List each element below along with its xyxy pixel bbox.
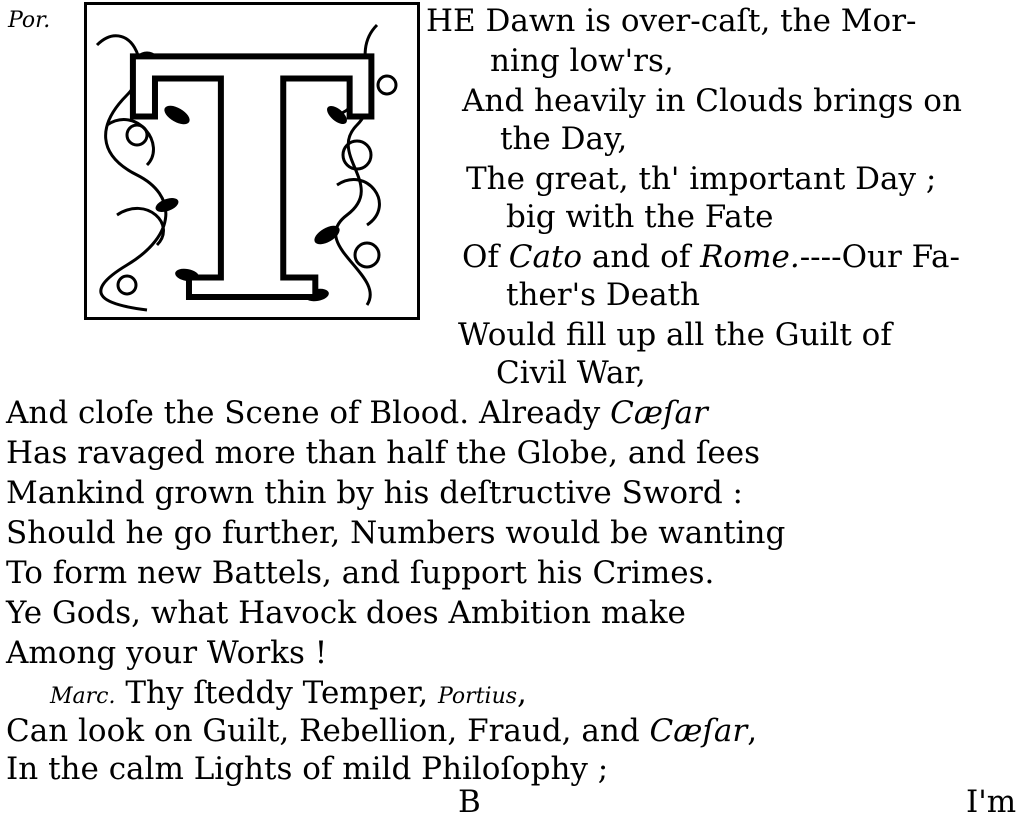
caesar-line bbox=[6, 394, 708, 432]
marc-line-text: Thy ſteddy Temper, bbox=[115, 675, 439, 711]
cato-line-post: ----Our Fa- bbox=[799, 239, 961, 275]
cato-line bbox=[462, 238, 960, 276]
verse-line-5: Ye Gods, what Havock does Ambition make bbox=[6, 595, 686, 631]
marc-line bbox=[50, 674, 527, 716]
guilt-line bbox=[6, 712, 757, 750]
line-beside-cap-4: The great, th' important Day ; bbox=[466, 161, 937, 197]
guilt-line-post: , bbox=[747, 713, 758, 749]
line-beside-cap-5: big with the Fate bbox=[506, 199, 774, 235]
verse-line-1: Has ravaged more than half the Globe, and ſees bbox=[6, 435, 761, 471]
line-beside-cap-2: And heavily in Clouds brings on bbox=[462, 83, 962, 119]
drop-cap-ornament bbox=[84, 2, 420, 320]
name-portius: Portius bbox=[438, 684, 518, 709]
drop-cap-letter: T bbox=[129, 5, 375, 317]
guilt-line-pre: Can look on Guilt, Rebellion, Fraud, and bbox=[6, 713, 650, 749]
verse-line-2: Mankind grown thin by his deſtructive Sword : bbox=[6, 475, 743, 511]
verse-line-6: Among your Works ! bbox=[6, 635, 328, 671]
speaker-label: Por. bbox=[8, 8, 51, 33]
line-after-cato-3: Civil War, bbox=[496, 355, 646, 391]
line-after-cato-1: ther's Death bbox=[506, 277, 700, 313]
marc-line-post: , bbox=[517, 675, 527, 711]
cato-line-pre: Of bbox=[462, 239, 509, 275]
name-caesar: Cæſar bbox=[610, 395, 708, 431]
verse-line-3: Should he go further, Numbers would be wanting bbox=[6, 515, 786, 551]
speaker-marc: Marc. bbox=[50, 684, 116, 709]
line-after-cato-2: Would fill up all the Guilt of bbox=[458, 317, 892, 353]
first-line: HE Dawn is over-caſt, the Mor- bbox=[426, 3, 917, 39]
cato-line-mid: and of bbox=[582, 239, 701, 275]
name-caesar-2: Cæſar bbox=[649, 713, 748, 749]
drop-cap-svg bbox=[87, 5, 417, 317]
line-beside-cap-3: the Day, bbox=[500, 121, 628, 157]
caesar-line-pre: And cloſe the Scene of Blood. Already bbox=[6, 395, 611, 431]
last-line: In the calm Lights of mild Philoſophy ; bbox=[6, 751, 609, 787]
verse-line-4: To form new Battels, and ſupport his Crimes. bbox=[6, 555, 715, 591]
name-rome: Rome. bbox=[700, 239, 800, 275]
catchword: I'm bbox=[966, 784, 1017, 820]
name-cato: Cato bbox=[508, 239, 583, 275]
line-beside-cap-1: ning low'rs, bbox=[490, 43, 674, 79]
signature-mark: B bbox=[458, 784, 481, 820]
